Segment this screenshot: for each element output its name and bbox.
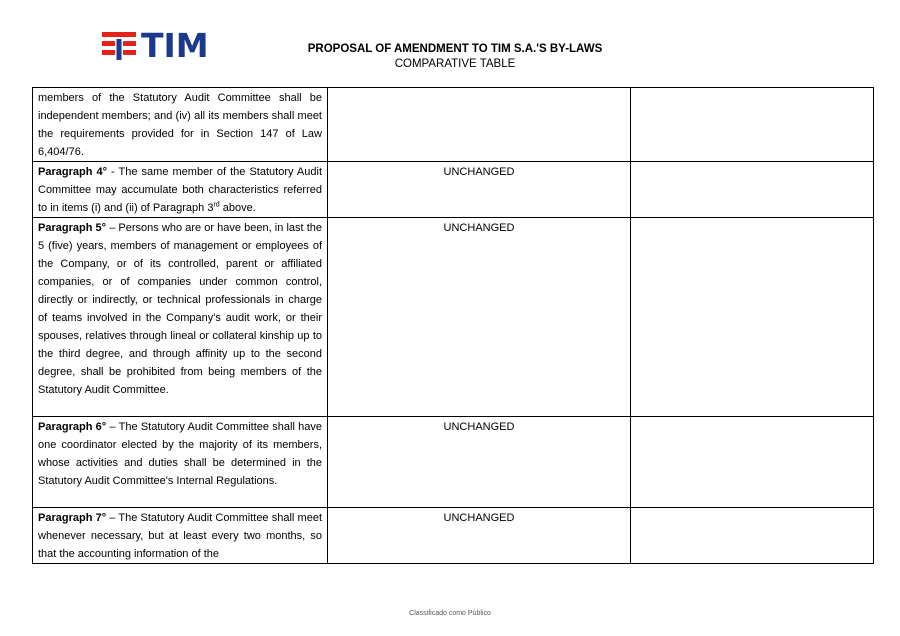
document-title-block (250, 42, 660, 72)
table-row (33, 88, 874, 162)
justification-cell (631, 218, 874, 417)
justification-cell (631, 88, 874, 162)
classification-footer: Classificado como Público (409, 610, 491, 617)
amendment-cell (328, 218, 631, 417)
justification-cell (631, 162, 874, 218)
amendment-status: UNCHANGED (443, 421, 515, 433)
original-text-cell (33, 508, 328, 564)
table-row (33, 508, 874, 564)
original-text-cell (33, 218, 328, 417)
justification-cell (631, 508, 874, 564)
tim-logo-mark-icon (102, 32, 136, 60)
original-text-cell (33, 88, 328, 162)
superscript: rd (213, 201, 220, 209)
table-row (33, 162, 874, 218)
original-text: members of the Statutory Audit Committee shall be independent members; and (iv) all its members shall meet the requirements provided for in Section 147 of Law 6,404/76. (38, 92, 322, 158)
amendment-status: UNCHANGED (443, 222, 515, 234)
table-row (33, 417, 874, 508)
original-text-cell (33, 162, 328, 218)
amendment-cell (328, 417, 631, 508)
table-row (33, 218, 874, 417)
tim-logo (102, 26, 209, 65)
document-title: PROPOSAL OF AMENDMENT TO TIM S.A.'S BY-LAWS (307, 43, 603, 55)
justification-cell (631, 417, 874, 508)
paragraph-label: Paragraph 7° (38, 512, 107, 524)
amendment-status: UNCHANGED (443, 512, 515, 524)
paragraph-label: Paragraph 4° (38, 166, 107, 178)
original-text-cell (33, 417, 328, 508)
paragraph-label: Paragraph 6° (38, 421, 107, 433)
paragraph-label: Paragraph 5° (38, 222, 107, 234)
amendment-cell (328, 508, 631, 564)
original-text: – Persons who are or have been, in last the 5 (five) years, members of management or employees of the Company, or of its controlled, parent or affiliated companies, or of companies under common control, directly or indirectly, or technical professionals in charge of teams involved in the Company's audit work, or their spouses, relatives through lineal or collateral kinship up to the third degree, and through affinity up to the second degree, shall be prohibited from being members of the Statutory Audit Committee. (38, 222, 322, 396)
amendment-status: UNCHANGED (443, 166, 515, 178)
document-subtitle: COMPARATIVE TABLE (394, 58, 516, 70)
amendment-cell (328, 88, 631, 162)
original-text-tail: above. (219, 202, 256, 214)
amendment-cell (328, 162, 631, 218)
original-text: – The Statutory Audit Committee shall have one coordinator elected by the majority of its members, whose activities and duties shall be determined in the Statutory Audit Committee's Internal Regulations. (38, 421, 322, 487)
logo-text: TIM (141, 26, 209, 65)
original-text: – The Statutory Audit Committee shall meet whenever necessary, but at least every two months, so that the accounting information of the (38, 512, 322, 560)
comparative-table (32, 87, 874, 564)
original-text: - The same member of the Statutory Audit Committee may accumulate both characteristics referred to in items (i) and (ii) of Paragraph 3 (38, 166, 323, 214)
